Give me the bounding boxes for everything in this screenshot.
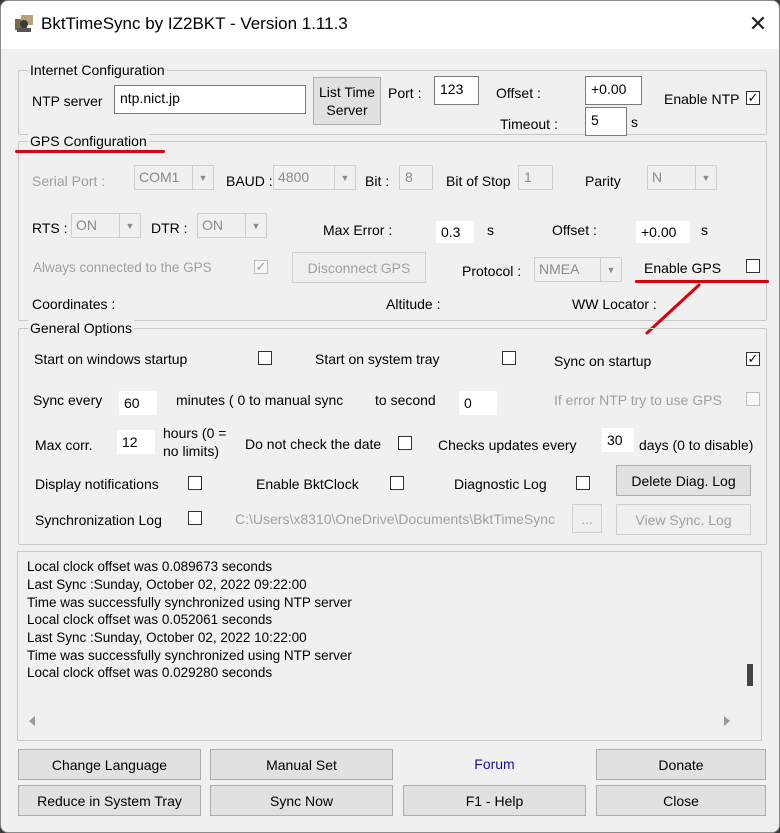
to-second-label: to second	[375, 392, 436, 408]
delete-diag-log-button[interactable]: Delete Diag. Log	[616, 465, 751, 496]
log-line: Local clock offset was 0.029280 seconds	[27, 665, 273, 680]
diag-log-label: Diagnostic Log	[454, 476, 547, 492]
sync-every-input[interactable]: 60	[118, 390, 158, 416]
chevron-down-icon: ▼	[600, 258, 621, 281]
gps-offset-label: Offset :	[552, 222, 597, 238]
max-error-unit: s	[487, 222, 494, 238]
log-line: Last Sync :Sunday, October 02, 2022 09:22:00	[27, 577, 307, 592]
baud-select[interactable]	[273, 165, 356, 190]
protocol-select[interactable]	[534, 257, 622, 282]
app-icon	[13, 13, 35, 35]
max-error-label: Max Error :	[323, 222, 393, 238]
altitude-label: Altitude :	[386, 296, 441, 312]
parity-value: N	[652, 169, 663, 185]
gps-offset-unit: s	[701, 222, 708, 238]
timeout-input[interactable]: 5	[585, 107, 627, 136]
list-time-server-line2: Server	[326, 102, 368, 118]
list-time-server-button[interactable]	[313, 77, 381, 125]
rts-select[interactable]	[71, 213, 141, 238]
internet-config-legend: Internet Configuration	[30, 62, 165, 78]
log-line: Local clock offset was 0.089673 seconds	[27, 559, 273, 574]
dtr-select[interactable]	[197, 213, 267, 238]
browse-button[interactable]: ...	[572, 504, 602, 533]
to-second-input[interactable]: 0	[458, 390, 498, 416]
close-window-icon[interactable]: ✕	[748, 11, 768, 36]
hours-line1: hours (0 =	[163, 425, 227, 441]
sync-log-label: Synchronization Log	[35, 512, 162, 528]
minutes-label: minutes ( 0 to manual sync	[176, 392, 344, 408]
serial-port-label: Serial Port :	[32, 173, 106, 189]
gps-config-legend: GPS Configuration	[30, 133, 147, 149]
log-line: Time was successfully synchronized using NTP server	[27, 595, 352, 610]
start-windows-label: Start on windows startup	[34, 351, 188, 367]
hours-line2: no limits)	[163, 443, 220, 459]
protocol-label: Protocol :	[462, 263, 522, 279]
max-corr-input[interactable]: 12	[116, 429, 156, 455]
start-tray-checkbox[interactable]	[502, 351, 516, 365]
change-language-button[interactable]: Change Language	[18, 749, 201, 780]
rts-label: RTS :	[32, 220, 68, 236]
enable-bktclock-checkbox[interactable]	[390, 476, 404, 490]
window-title: BktTimeSync by IZ2BKT - Version 1.11.3	[41, 14, 348, 33]
enable-bktclock-label: Enable BktClock	[256, 476, 359, 492]
view-sync-log-button[interactable]: View Sync. Log	[616, 504, 751, 535]
dtr-value: ON	[202, 217, 223, 233]
sync-every-label: Sync every	[33, 392, 103, 408]
serial-port-value: COM1	[139, 169, 180, 185]
display-notif-checkbox[interactable]	[188, 476, 202, 490]
checks-updates-input[interactable]: 30	[601, 427, 635, 453]
help-button[interactable]: F1 - Help	[403, 785, 586, 816]
gps-offset-input[interactable]: +0.00	[635, 220, 691, 244]
list-time-server-line1: List Time	[318, 84, 375, 100]
log-line: Local clock offset was 0.052061 seconds	[27, 612, 273, 627]
bit-of-stop-label: Bit of Stop	[446, 173, 511, 189]
sync-log-checkbox[interactable]	[188, 511, 202, 525]
parity-label: Parity	[585, 173, 621, 189]
sync-startup-label: Sync on startup	[554, 353, 652, 369]
start-windows-checkbox[interactable]	[258, 351, 272, 365]
forum-link[interactable]: Forum	[403, 748, 586, 779]
checks-updates-label: Checks updates every	[438, 437, 577, 453]
enable-ntp-label: Enable NTP	[664, 91, 740, 107]
max-error-input[interactable]: 0.3	[435, 220, 475, 244]
chevron-down-icon: ▼	[119, 214, 140, 237]
no-check-date-checkbox[interactable]	[398, 436, 412, 450]
enable-gps-checkbox[interactable]	[746, 259, 760, 273]
scroll-left-icon[interactable]	[29, 716, 35, 726]
sync-now-button[interactable]: Sync Now	[210, 785, 393, 816]
bit-of-stop-input[interactable]: 1	[518, 165, 553, 190]
scroll-right-icon[interactable]	[724, 716, 730, 726]
chevron-down-icon: ▼	[192, 166, 213, 189]
if-error-label: If error NTP try to use GPS	[554, 392, 722, 408]
chevron-down-icon: ▼	[334, 166, 355, 189]
parity-select[interactable]	[647, 165, 717, 190]
port-label: Port :	[388, 85, 422, 101]
bit-label: Bit :	[365, 173, 390, 189]
close-button[interactable]: Close	[596, 785, 766, 816]
max-corr-label: Max corr.	[35, 437, 93, 453]
title-bar	[1, 1, 779, 49]
log-line: Last Sync :Sunday, October 02, 2022 10:22:00	[27, 630, 307, 645]
port-input[interactable]: 123	[434, 76, 479, 105]
dtr-label: DTR :	[151, 220, 188, 236]
baud-label: BAUD :	[226, 173, 273, 189]
general-options-legend: General Options	[30, 320, 132, 336]
diag-log-checkbox[interactable]	[576, 476, 590, 490]
disconnect-gps-button[interactable]: Disconnect GPS	[292, 252, 426, 283]
display-notif-label: Display notifications	[35, 476, 159, 492]
enable-ntp-checkbox[interactable]: ✓	[747, 90, 759, 105]
no-check-date-label: Do not check the date	[245, 436, 382, 452]
ntp-server-label: NTP server	[32, 93, 103, 109]
timeout-unit: s	[631, 114, 638, 130]
donate-button[interactable]: Donate	[596, 749, 766, 780]
vertical-scrollbar-thumb[interactable]	[747, 664, 753, 686]
bit-input[interactable]: 8	[399, 165, 433, 190]
serial-port-select[interactable]	[134, 165, 214, 190]
coordinates-label: Coordinates :	[32, 296, 116, 312]
days-label: days (0 to disable)	[639, 437, 754, 453]
ntp-offset-input[interactable]: +0.00	[585, 76, 642, 105]
log-output[interactable]	[17, 551, 762, 741]
log-path-field[interactable]: C:\Users\x8310\OneDrive\Documents\BktTimeSync	[235, 511, 556, 527]
reduce-tray-button[interactable]: Reduce in System Tray	[18, 785, 201, 816]
chevron-down-icon: ▼	[245, 214, 266, 237]
always-connected-checkbox[interactable]: ✓	[255, 259, 267, 274]
log-line: Time was successfully synchronized using NTP server	[27, 648, 352, 663]
timeout-label: Timeout :	[500, 116, 558, 132]
enable-gps-label: Enable GPS	[644, 260, 722, 276]
manual-set-button[interactable]: Manual Set	[210, 749, 393, 780]
ww-locator-label: WW Locator :	[572, 296, 657, 312]
ntp-offset-label: Offset :	[496, 85, 541, 101]
chevron-down-icon: ▼	[695, 166, 716, 189]
always-connected-label: Always connected to the GPS	[33, 260, 212, 275]
ntp-server-input[interactable]: ntp.nict.jp	[114, 85, 306, 114]
if-error-checkbox[interactable]	[746, 392, 760, 406]
protocol-value: NMEA	[539, 261, 580, 277]
sync-startup-checkbox[interactable]: ✓	[747, 351, 759, 366]
hours-label	[163, 424, 226, 460]
start-tray-label: Start on system tray	[315, 351, 440, 367]
baud-value: 4800	[278, 169, 310, 185]
annotation-underline	[15, 150, 165, 153]
rts-value: ON	[76, 217, 97, 233]
